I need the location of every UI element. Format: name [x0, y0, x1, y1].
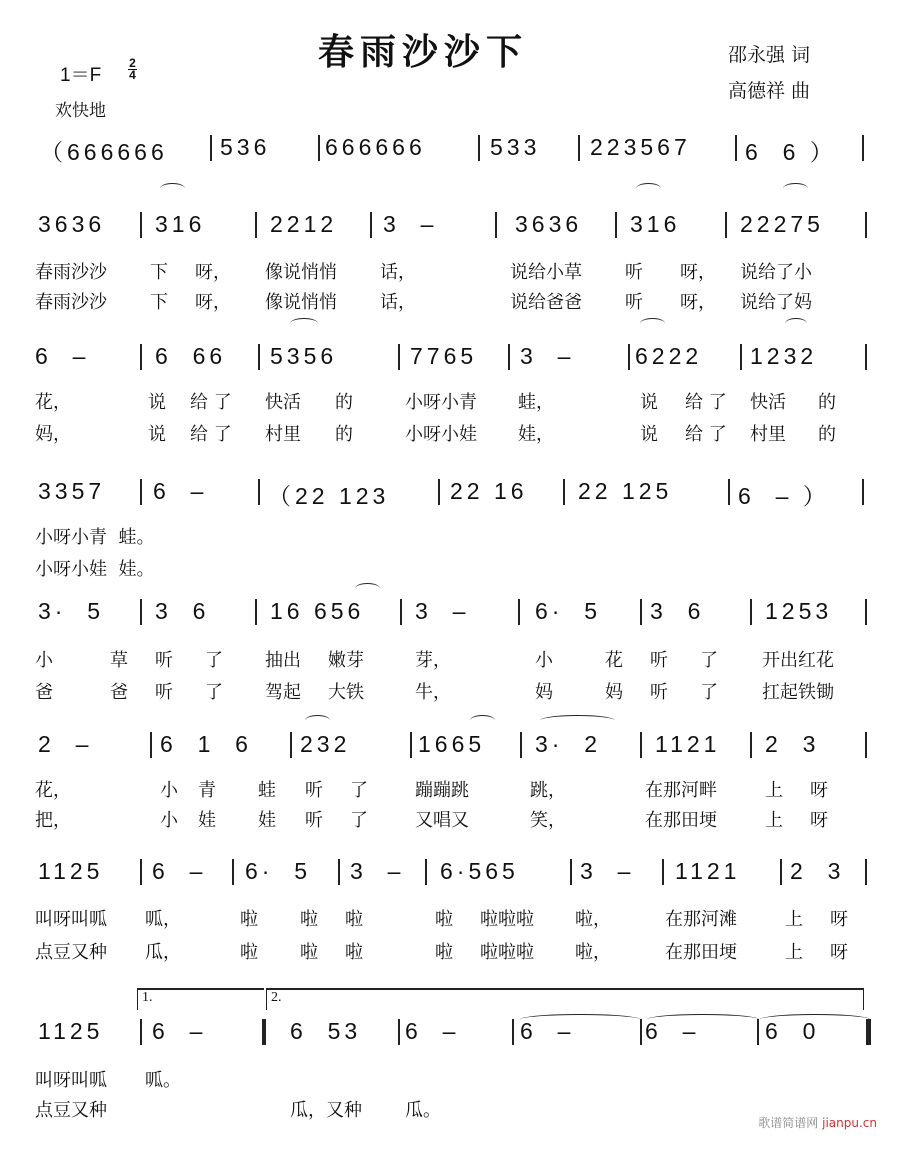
lyric-syllable: 给 了	[190, 392, 232, 413]
lyric-syllable: 说	[148, 392, 166, 413]
bar-line	[140, 344, 142, 370]
lyric-syllable: 呱，	[145, 909, 181, 930]
measure: 536	[220, 134, 271, 160]
lyric-syllable: 大铁	[328, 682, 364, 703]
bar-line	[255, 212, 257, 238]
lyric-syllable: 在那河畔	[645, 780, 717, 801]
bar-line	[400, 599, 402, 625]
bar-line	[258, 479, 260, 505]
lyric-syllable: 的	[335, 392, 353, 413]
lyric-syllable: 啦	[240, 909, 258, 930]
lyric-syllable: 呀，	[680, 292, 716, 313]
bar-line	[370, 212, 372, 238]
lyric-syllable: 给 了	[685, 424, 727, 445]
time-signature	[128, 58, 137, 81]
lyric-syllable: 听	[155, 650, 173, 671]
measure: 316	[630, 211, 681, 237]
measure: 6 –	[405, 1018, 460, 1044]
measure: （22 123	[268, 483, 390, 509]
lyric-syllable: 啦啦啦	[480, 909, 534, 930]
lyric-syllable: 像说悄悄	[265, 262, 337, 283]
lyric-syllable: 啦	[435, 909, 453, 930]
lyric-syllable: 娃	[258, 810, 276, 831]
bar-line	[865, 599, 867, 625]
lyric-syllable: 娃，	[518, 424, 554, 445]
bar-line	[725, 212, 727, 238]
bar-line	[615, 212, 617, 238]
volta-label: 2.	[271, 990, 282, 1005]
lyric-syllable: 说	[640, 424, 658, 445]
volta-first-ending	[137, 988, 264, 1010]
tie-slur	[160, 183, 185, 194]
bar-line	[338, 859, 340, 885]
lyric-syllable: 叫呀叫呱	[35, 1070, 107, 1091]
measure: 3 –	[415, 598, 470, 624]
bar-line	[255, 599, 257, 625]
lyric-syllable: 在那田埂	[645, 810, 717, 831]
measure: 533	[490, 134, 541, 160]
lyric-syllable: 妈	[605, 682, 623, 703]
lyric-syllable: 像说悄悄	[265, 292, 337, 313]
watermark	[758, 1114, 877, 1131]
measure: 6 0	[765, 1018, 820, 1044]
lyric-syllable: 娃	[198, 810, 216, 831]
measure: 6 6 ）	[745, 139, 837, 165]
lyric-syllable: 听	[305, 780, 323, 801]
lyric-syllable: 话，	[380, 262, 416, 283]
lyric-syllable: 了	[700, 650, 718, 671]
lyric-syllable: 小	[535, 650, 553, 671]
lyric-syllable: 话，	[380, 292, 416, 313]
measure: 6 –	[35, 343, 90, 369]
lyric-syllable: 又唱又	[415, 810, 469, 831]
time-signature-bottom: 4	[129, 68, 136, 82]
measure: 3636	[38, 211, 106, 237]
lyric-syllable: 瓜。	[405, 1100, 441, 1121]
lyric-syllable: 了	[350, 780, 368, 801]
measure: 1125	[38, 858, 104, 884]
lyric-syllable: 呀，	[680, 262, 716, 283]
lyric-syllable: 给 了	[190, 424, 232, 445]
bar-line	[518, 599, 520, 625]
lyric-syllable: 呀	[810, 780, 828, 801]
bar-line	[318, 135, 320, 161]
volta-label: 1.	[142, 990, 153, 1005]
lyric-syllable: 说	[640, 392, 658, 413]
bar-line	[578, 135, 580, 161]
measure: 2 3	[790, 858, 845, 884]
key-signature: 1＝F	[60, 65, 102, 86]
lyric-syllable: 小	[160, 810, 178, 831]
lyric-syllable: 给 了	[685, 392, 727, 413]
lyric-syllable: 啦，	[575, 942, 611, 963]
lyric-syllable: 啦	[435, 942, 453, 963]
bar-line	[750, 732, 752, 758]
bar-line	[438, 479, 440, 505]
bar-line	[780, 859, 782, 885]
measure: 2 –	[38, 731, 93, 757]
tie-slur	[760, 1014, 870, 1025]
lyric-syllable: 芽，	[415, 650, 451, 671]
lyric-syllable: 啦，	[575, 909, 611, 930]
bar-line	[508, 344, 510, 370]
lyric-syllable: 说给了小	[740, 262, 812, 283]
bar-line	[735, 135, 737, 161]
lyric-syllable: 小呀小娃	[405, 424, 477, 445]
lyric-syllable: 的	[818, 424, 836, 445]
lyric-syllable: 了	[700, 682, 718, 703]
lyric-syllable: 把，	[35, 810, 71, 831]
lyric-syllable: 瓜，又种	[290, 1100, 362, 1121]
measure: 22275	[740, 211, 824, 237]
tie-slur	[636, 183, 661, 194]
lyric-syllable: 听	[155, 682, 173, 703]
measure: 3357	[38, 478, 106, 504]
lyric-syllable: 笑，	[530, 810, 566, 831]
lyric-syllable: 了	[350, 810, 368, 831]
bar-line	[865, 732, 867, 758]
bar-line	[520, 732, 522, 758]
lyric-syllable: 小呀小青 蛙。	[35, 527, 155, 548]
bar-line	[750, 599, 752, 625]
lyric-syllable: 花	[605, 650, 623, 671]
lyric-syllable: 爸	[110, 682, 128, 703]
lyric-syllable: 妈，	[35, 424, 71, 445]
measure: 3 –	[383, 211, 438, 237]
measure: 22 125	[578, 478, 673, 504]
lyric-syllable: 跳，	[530, 780, 566, 801]
lyric-syllable: 的	[335, 424, 353, 445]
tempo-marking: 欢快地	[55, 101, 106, 121]
lyric-syllable: 说给爸爸	[510, 292, 582, 313]
lyric-syllable: 啦啦啦	[480, 942, 534, 963]
lyric-syllable: 上	[765, 780, 783, 801]
lyric-syllable: 驾起	[265, 682, 301, 703]
lyric-syllable: 妈	[535, 682, 553, 703]
lyric-syllable: 啦	[345, 942, 363, 963]
lyric-syllable: 下	[150, 292, 168, 313]
bar-line	[425, 859, 427, 885]
lyric-syllable: 啦	[345, 909, 363, 930]
measure: 6 – ）	[738, 483, 830, 509]
measure: 2212	[270, 211, 338, 237]
lyric-syllable: 花，	[35, 392, 71, 413]
lyric-syllable: 牛，	[415, 682, 451, 703]
measure: 3 6	[650, 598, 705, 624]
measure: 1665	[418, 731, 486, 757]
repeat-end-barline	[262, 1019, 266, 1045]
measure: 5356	[270, 343, 338, 369]
lyric-syllable: 在那河滩	[665, 909, 737, 930]
measure: 6 66	[155, 343, 227, 369]
lyric-syllable: 的	[818, 392, 836, 413]
lyric-syllable: 说给了妈	[740, 292, 812, 313]
tie-slur	[290, 318, 318, 329]
bar-line	[150, 732, 152, 758]
lyric-syllable: 呀	[830, 909, 848, 930]
bar-line	[728, 479, 730, 505]
lyric-syllable: 呀，	[195, 262, 231, 283]
bar-line	[140, 212, 142, 238]
tie-slur	[783, 183, 808, 194]
tie-slur	[540, 715, 615, 726]
measure: 3 –	[580, 858, 635, 884]
lyric-syllable: 听	[625, 292, 643, 313]
bar-line	[640, 1019, 642, 1045]
bar-line	[210, 135, 212, 161]
measure: 232	[300, 731, 351, 757]
lyric-syllable: 快活	[750, 392, 786, 413]
bar-line	[865, 859, 867, 885]
measure: 6 53	[290, 1018, 362, 1044]
lyric-syllable: 点豆又种	[35, 942, 107, 963]
tie-slur	[647, 1014, 759, 1025]
lyric-syllable: 瓜，	[145, 942, 181, 963]
tie-slur	[640, 318, 665, 329]
lyric-syllable: 听	[650, 650, 668, 671]
measure: 3· 5	[38, 598, 105, 624]
lyric-syllable: 春雨沙沙	[35, 262, 107, 283]
measure: 2 3	[765, 731, 820, 757]
lyric-syllable: 青	[198, 780, 216, 801]
bar-line	[232, 859, 234, 885]
lyric-syllable: 下	[150, 262, 168, 283]
lyric-syllable: 听	[650, 682, 668, 703]
lyric-syllable: 啦	[300, 942, 318, 963]
volta-second-ending	[266, 988, 864, 1010]
measure: 22 16	[450, 478, 528, 504]
composer-credit: 高德祥 曲	[728, 80, 811, 102]
measure: （666666	[40, 139, 168, 165]
measure: 16 656	[270, 598, 365, 624]
measure: 6·565	[440, 858, 519, 884]
lyric-syllable: 说	[148, 424, 166, 445]
lyric-syllable: 快活	[265, 392, 301, 413]
watermark-url: jianpu.cn	[822, 1116, 877, 1130]
measure: 3· 2	[535, 731, 602, 757]
lyric-syllable: 草	[110, 650, 128, 671]
bar-line	[258, 344, 260, 370]
bar-line	[570, 859, 572, 885]
measure: 1121	[675, 858, 741, 884]
measure: 6· 5	[535, 598, 602, 624]
lyric-syllable: 村里	[750, 424, 786, 445]
tie-slur	[470, 715, 495, 726]
lyric-syllable: 小呀小娃 娃。	[35, 559, 155, 580]
lyric-syllable: 花，	[35, 780, 71, 801]
measure: 6 –	[152, 858, 207, 884]
bar-line	[640, 732, 642, 758]
measure: 6 1 6	[160, 731, 252, 757]
measure: 6 –	[645, 1018, 700, 1044]
measure: 1125	[38, 1018, 104, 1044]
lyric-syllable: 抽出	[265, 650, 301, 671]
lyric-syllable: 村里	[265, 424, 301, 445]
lyric-syllable: 春雨沙沙	[35, 292, 107, 313]
lyric-syllable: 扛起铁锄	[762, 682, 834, 703]
lyric-syllable: 蛙	[258, 780, 276, 801]
bar-line	[140, 1019, 142, 1045]
measure: 3 6	[155, 598, 210, 624]
lyric-syllable: 上	[765, 810, 783, 831]
bar-line	[865, 344, 867, 370]
tie-slur	[305, 715, 330, 726]
measure: 6222	[635, 343, 703, 369]
bar-line	[563, 479, 565, 505]
measure: 1232	[750, 343, 818, 369]
lyric-syllable: 爸	[35, 682, 53, 703]
lyric-syllable: 啦	[300, 909, 318, 930]
lyric-syllable: 蹦蹦跳	[415, 780, 469, 801]
measure: 7765	[410, 343, 478, 369]
lyric-syllable: 开出红花	[762, 650, 834, 671]
tie-slur	[785, 318, 807, 329]
lyric-syllable: 嫩芽	[328, 650, 364, 671]
measure: 3 –	[520, 343, 575, 369]
watermark-cn: 歌谱简谱网	[758, 1116, 819, 1130]
lyric-syllable: 小	[35, 650, 53, 671]
measure: 6 –	[152, 1018, 207, 1044]
bar-line	[640, 599, 642, 625]
bar-line	[495, 212, 497, 238]
time-signature-top: 2	[129, 56, 136, 70]
song-title: 春雨沙沙下	[318, 31, 529, 73]
lyric-syllable: 叫呀叫呱	[35, 909, 107, 930]
bar-line	[865, 212, 867, 238]
bar-line	[862, 135, 864, 161]
lyric-syllable: 呀	[810, 810, 828, 831]
measure: 6 –	[153, 478, 208, 504]
measure: 6 –	[520, 1018, 575, 1044]
bar-line	[662, 859, 664, 885]
lyric-syllable: 了	[205, 650, 223, 671]
measure: 1253	[765, 598, 833, 624]
bar-line	[740, 344, 742, 370]
lyric-syllable: 点豆又种	[35, 1100, 107, 1121]
lyric-syllable: 呀，	[195, 292, 231, 313]
lyric-syllable: 小呀小青	[405, 392, 477, 413]
lyric-syllable: 了	[205, 682, 223, 703]
lyric-syllable: 上	[785, 909, 803, 930]
lyric-syllable: 呀	[830, 942, 848, 963]
bar-line	[628, 344, 630, 370]
lyric-syllable: 小	[160, 780, 178, 801]
lyric-syllable: 呱。	[145, 1070, 181, 1091]
measure: 3 –	[350, 858, 405, 884]
lyric-syllable: 上	[785, 942, 803, 963]
bar-line	[398, 1019, 400, 1045]
bar-line	[478, 135, 480, 161]
bar-line	[290, 732, 292, 758]
bar-line	[140, 479, 142, 505]
bar-line	[140, 599, 142, 625]
lyric-syllable: 啦	[240, 942, 258, 963]
lyric-syllable: 蛙，	[518, 392, 554, 413]
lyric-syllable: 听	[625, 262, 643, 283]
tie-slur	[355, 583, 380, 594]
lyric-syllable: 说给小草	[510, 262, 582, 283]
measure: 316	[155, 211, 206, 237]
lyric-syllable: 听	[305, 810, 323, 831]
bar-line	[140, 859, 142, 885]
measure: 6· 5	[245, 858, 312, 884]
lyric-syllable: 在那田埂	[665, 942, 737, 963]
tie-slur	[520, 1014, 640, 1025]
bar-line	[398, 344, 400, 370]
bar-line	[512, 1019, 514, 1045]
lyricist-credit: 邵永强 词	[728, 44, 811, 66]
bar-line	[410, 732, 412, 758]
measure: 666666	[325, 134, 426, 160]
measure: 1121	[655, 731, 721, 757]
bar-line	[862, 479, 864, 505]
measure: 3636	[515, 211, 583, 237]
measure: 223567	[590, 134, 691, 160]
